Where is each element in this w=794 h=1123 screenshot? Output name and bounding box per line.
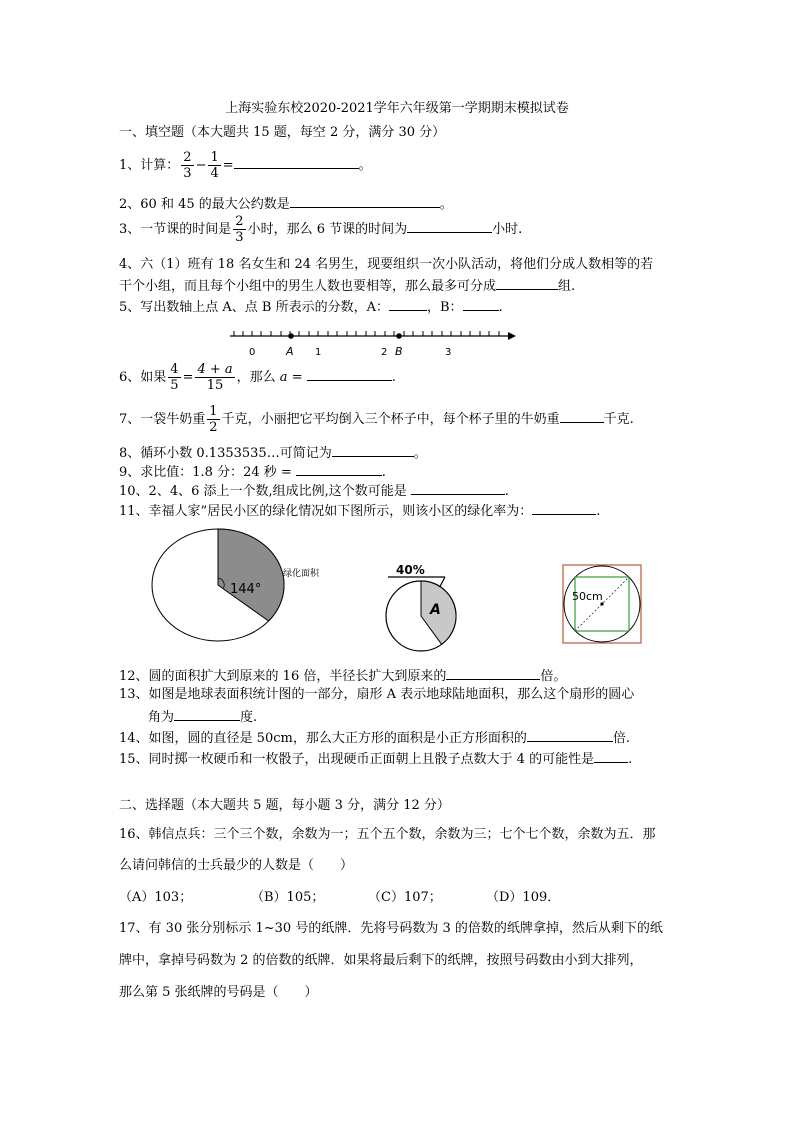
answer-blank-6[interactable] [307, 366, 392, 381]
figure-circle-squares [560, 563, 644, 645]
option-d[interactable]: （D）109． [486, 890, 561, 905]
question-17-line3: 那么第 5 张纸牌的号码是（ ） [119, 985, 318, 1000]
question-12: 12、圆的面积扩大到原来的 16 倍，半径长扩大到原来的 倍。 [119, 665, 566, 686]
question-7: 7、一袋牛奶重 $\frac{1}{2}$ 千克，小丽把它平均倒入三个杯子中，每个杯子里的牛奶重 千克. [119, 404, 634, 435]
answer-blank-8[interactable] [332, 442, 414, 457]
answer-blank-9[interactable] [296, 461, 382, 476]
question-5: 5、写出数轴上点 A、点 B 所表示的分数，A： ，B： . [119, 296, 503, 317]
question-13-line2: 角为 度. [148, 706, 257, 727]
question-16-line2: 么请问韩信的士兵最少的人数是（ ） [119, 858, 354, 873]
fraction-4a-15: $\frac{4 + a}{15}$ [197, 362, 233, 393]
question-16-line1: 16、韩信点兵：三个三个数，余数为一；五个五个数，余数为三；七个七个数，余数为五．那 [119, 827, 656, 842]
figure-green-area-pie [148, 528, 348, 646]
answer-blank-7[interactable] [560, 408, 604, 423]
answer-blank-11[interactable] [532, 500, 596, 515]
answer-blank-13[interactable] [174, 706, 240, 721]
point-label-b: B [395, 345, 403, 358]
legend-label: 绿化面积 [283, 569, 320, 579]
section2-header: 二、选择题（本大题共 5 题，每小题 3 分，满分 12 分） [119, 798, 450, 813]
page-title: 上海实验东校2020-2021学年六年级第一学期期末模拟试卷 [225, 101, 569, 116]
answer-blank-5b[interactable] [463, 296, 499, 311]
question-13-line1: 13、如图是地球表面积统计图的一部分，扇形 A 表示地球陆地面积，那么这个扇形的圆心 [119, 687, 635, 702]
answer-blank-5a[interactable] [389, 296, 427, 311]
question-4-line2: 干个小组，而且每个小组中的男生人数也要相等，那么最多可分成 组. [119, 275, 575, 296]
number-line-ticks [234, 331, 499, 336]
question-9: 9、求比值：1.8 分：24 秒 = . [119, 461, 386, 482]
tick-label-1: 1 [315, 347, 322, 358]
fraction-2-3: $\frac{2}{3}$ [235, 214, 244, 245]
question-3: 3、一节课的时间是 $\frac{2}{3}$ 小时，那么 6 节课的时间为 小时. [119, 214, 523, 245]
option-a[interactable]: （A）103； [119, 890, 193, 905]
answer-blank-1[interactable] [234, 154, 359, 169]
question-8: 8、循环小数 0.1353535…可简记为 。 [119, 442, 427, 463]
question-1: 1、计算： $\frac{2}{3}$ − $\frac{1}{4}$ = 。 [119, 150, 372, 181]
answer-blank-3[interactable] [407, 218, 492, 233]
arrow-right-icon [508, 332, 516, 340]
fraction-1-4: $\frac{1}{4}$ [210, 150, 219, 181]
answer-blank-12[interactable] [446, 665, 540, 680]
question-4-line1: 4、六（1）班有 18 名女生和 24 名男生，现要组织一次小队活动，将他们分成人数相等的若 [119, 257, 654, 272]
point-b-dot [396, 333, 402, 339]
answer-blank-4[interactable] [496, 275, 558, 290]
question-17-line2: 牌中，拿掉号码数为 2 的倍数的纸牌．如果将最后剩下的纸牌，按照号码数由小到大排列， [119, 953, 643, 968]
question-17-line1: 17、有 30 张分别标示 1~30 号的纸牌．先将号码数为 3 的倍数的纸牌拿掉，然后从剩下的纸 [119, 921, 663, 936]
figure-earth-area-circle [380, 559, 470, 659]
tick-label-3: 3 [445, 347, 452, 358]
tick-label-2: 2 [381, 347, 388, 358]
point-label-a: A [286, 345, 294, 358]
fraction-2-3: $\frac{2}{3}$ [183, 150, 192, 181]
diameter-label: 50cm [572, 590, 603, 603]
answer-blank-15[interactable] [594, 748, 628, 763]
answer-blank-14[interactable] [527, 727, 613, 742]
question-10: 10、2、4、6 添上一个数,组成比例,这个数可能是 . [119, 480, 509, 501]
answer-blank-10[interactable] [411, 480, 505, 495]
fraction-4-5: $\frac{4}{5}$ [170, 362, 179, 393]
question-15: 15、同时掷一枚硬币和一枚骰子，出现硬币正面朝上且骰子点数大于 4 的可能性是 . [119, 748, 632, 769]
question-14: 14、如图，圆的直径是 50cm，那么大正方形的面积是小正方形面积的 倍. [119, 727, 630, 748]
percent-label: 40% [396, 563, 425, 577]
section1-header: 一、填空题（本大题共 15 题，每空 2 分，满分 30 分） [119, 125, 446, 140]
number-line [225, 325, 520, 360]
option-c[interactable]: （C）107； [368, 890, 442, 905]
sector-label-a: A [430, 602, 441, 618]
fraction-1-2: $\frac{1}{2}$ [209, 404, 218, 435]
question-6: 6、如果 $\frac{4}{5}$ = $\frac{4 + a}{15}$ ，那么 a = . [119, 362, 396, 393]
angle-label: 144° [230, 582, 262, 597]
point-a-dot [288, 333, 294, 339]
question-2: 2、60 和 45 的最大公约数是 。 [119, 193, 453, 214]
answer-blank-2[interactable] [290, 193, 440, 208]
question-11: 11、幸福人家”居民小区的绿化情况如下图所示，则该小区的绿化率为： . [119, 500, 600, 521]
tick-label-0: 0 [249, 347, 256, 358]
option-b[interactable]: （B）105； [251, 890, 325, 905]
